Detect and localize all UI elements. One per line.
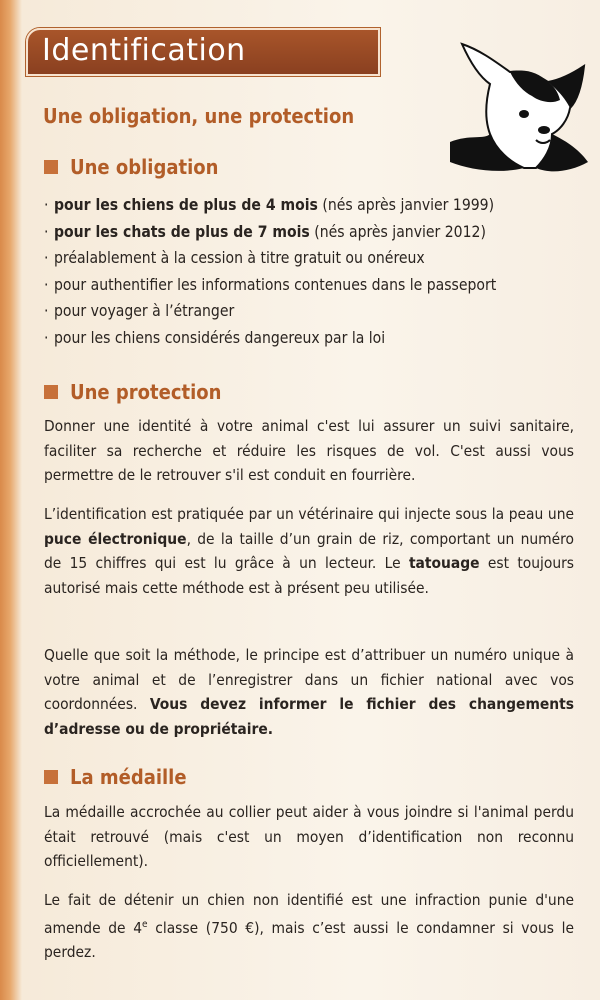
paragraph-text: classe (750 €), mais c’est aussi le condamner si vous le perdez.	[44, 918, 574, 962]
dog-illustration	[440, 22, 590, 182]
section-heading-obligation	[44, 155, 218, 179]
list-item: · pour les chiens considérés dangereux par la loi	[44, 328, 386, 347]
list-item-text: pour voyager à l’étranger	[54, 302, 235, 320]
bullet-square-icon	[44, 385, 58, 399]
list-item: · pour voyager à l’étranger	[44, 302, 235, 320]
section-heading-label: Une protection	[70, 380, 222, 404]
subtitle: Une obligation, une protection	[43, 104, 355, 128]
section-heading-medaille	[44, 765, 187, 789]
protection-paragraph-2	[44, 502, 574, 600]
obligation-list	[44, 192, 584, 351]
paragraph-bold: Vous devez informer le fichier des changements d’adresse ou de propriétaire.	[44, 695, 574, 738]
superscript: e	[142, 918, 148, 930]
list-item-bold: pour les chiens de plus de 4 mois	[54, 196, 318, 214]
list-item: · préalablement à la cession à titre gratuit ou onéreux	[44, 249, 425, 267]
medaille-paragraph-1: La médaille accrochée au collier peut aider à vous joindre si l'animal perdu était retrouvé (mais c'est un moyen d’identification non reconnu officiellement).	[44, 803, 574, 870]
paragraph-text: , de la taille d’un grain de riz, comportant un numéro de 15 chiffres qui est lu grâce à un lecteur. Le	[44, 529, 574, 572]
paragraph-text: L’identification est pratiquée par un vétérinaire qui injecte sous la peau une	[44, 505, 574, 523]
section-heading-label: La médaille	[70, 765, 187, 789]
bullet-square-icon	[44, 160, 58, 174]
protection-paragraph-3	[44, 643, 574, 741]
paragraph-text: est toujours autorisé mais cette méthode est à présent peu utilisée.	[44, 554, 575, 597]
list-item-text: (nés après janvier 1999)	[317, 196, 495, 214]
list-item-text: préalablement à la cession à titre gratuit ou onéreux	[54, 249, 425, 267]
list-item: · pour les chats de plus de 7 mois (nés après janvier 2012)	[44, 222, 486, 241]
paragraph-text: Quelle que soit la méthode, le principe est d’attribuer un numéro unique à votre animal et de l’enregistrer dans un fichier national avec vos coordonnées.	[44, 646, 574, 713]
list-item-text: pour authentifier les informations contenues dans le passeport	[54, 275, 497, 294]
paragraph-bold: tatouage	[408, 554, 480, 572]
list-item-text: (nés après janvier 2012)	[309, 222, 486, 241]
section-heading-protection	[44, 380, 221, 404]
list-item: · pour authentifier les informations contenues dans le passeport	[44, 275, 497, 294]
medaille-paragraph-2	[44, 888, 574, 965]
paragraph-text: Le fait de détenir un chien non identifié est une infraction punie d'une amende de 4	[44, 891, 574, 937]
page-title: Identification	[42, 33, 246, 68]
paragraph-bold: puce électronique	[44, 529, 187, 548]
list-item-bold: pour les chats de plus de 7 mois	[54, 222, 310, 241]
bullet-square-icon	[44, 770, 58, 784]
protection-paragraph-1: Donner une identité à votre animal c'est lui assurer un suivi sanitaire, faciliter sa recherche et réduire les risques de vol. C'est aussi vous permettre de le retrouver s'il est conduit en fourrière.	[44, 417, 574, 484]
list-item-text: pour les chiens considérés dangereux par la loi	[54, 328, 386, 347]
list-item: · pour les chiens de plus de 4 mois (nés après janvier 1999)	[44, 196, 495, 214]
section-heading-label: Une obligation	[70, 155, 219, 179]
